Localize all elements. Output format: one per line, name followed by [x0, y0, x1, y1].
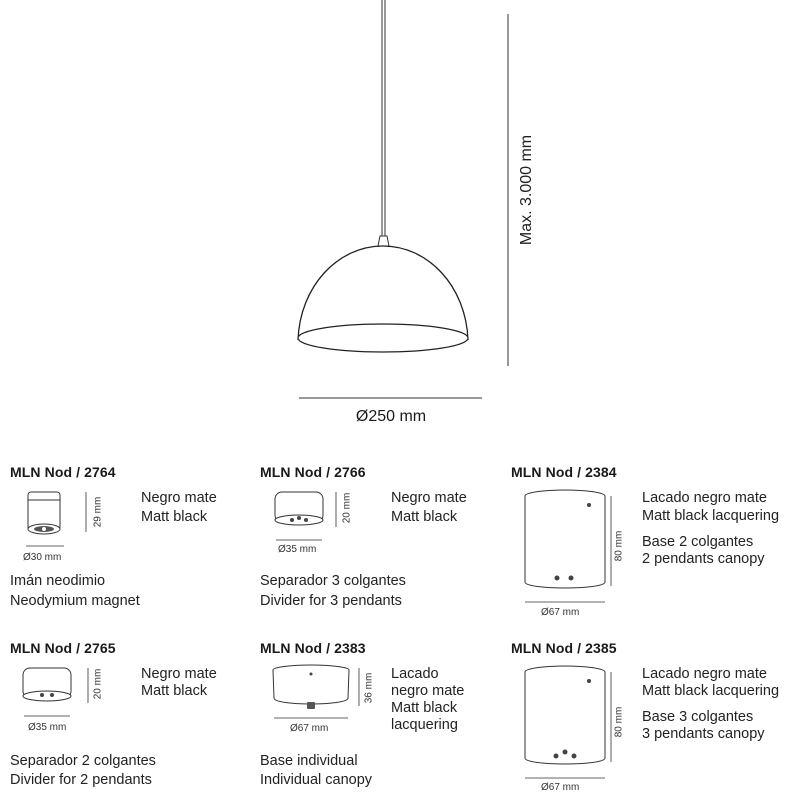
- finish-es: Negro mate: [391, 490, 467, 506]
- height-dimension-label: Max. 3.000 mm: [518, 134, 535, 246]
- magnet-drawing: [10, 482, 130, 562]
- finish-en-line1: Matt black: [391, 700, 458, 716]
- description-en: 2 pendants canopy: [642, 551, 765, 567]
- product-title: MLN Nod / 2383: [260, 640, 366, 656]
- finish-en: Matt black lacquering: [642, 683, 780, 699]
- finish-en: Matt black lacquering: [642, 508, 780, 524]
- description-es: Base individual: [260, 753, 358, 769]
- description-es: Separador 2 colgantes: [10, 753, 156, 769]
- finish-es: Lacado negro mate: [642, 666, 767, 682]
- product-card-2766: [260, 464, 520, 634]
- description-en: Divider for 2 pendants: [10, 772, 152, 788]
- finish-es-line2: negro mate: [391, 683, 465, 699]
- product-card-2384: [511, 464, 780, 634]
- diameter-dimension: Ø30 mm: [23, 552, 62, 563]
- description-en: 3 pendants canopy: [642, 726, 765, 742]
- diameter-dimension: Ø35 mm: [278, 544, 317, 555]
- finish-en: Matt black: [141, 683, 208, 699]
- product-title: MLN Nod / 2385: [511, 640, 617, 656]
- product-title: MLN Nod / 2384: [511, 464, 617, 480]
- product-card-2385: [511, 640, 780, 810]
- shade-rim: [298, 324, 468, 352]
- height-dimension: 36 mm: [363, 672, 375, 704]
- finish-es: Negro mate: [141, 490, 217, 506]
- product-card-2765: [10, 640, 270, 810]
- height-dimension: 80 mm: [613, 530, 625, 562]
- height-dimension: 29 mm: [92, 496, 104, 528]
- finish-en: Matt black: [141, 509, 208, 525]
- diameter-dimension: Ø67 mm: [541, 782, 580, 793]
- finish-es: Lacado negro mate: [642, 490, 767, 506]
- height-dimension: 80 mm: [613, 706, 625, 738]
- diameter-dimension: Ø67 mm: [290, 723, 329, 734]
- finish-es: Negro mate: [141, 666, 217, 682]
- cable-grip: [378, 236, 389, 246]
- product-title: MLN Nod / 2765: [10, 640, 116, 656]
- description-es: Imán neodimio: [10, 573, 106, 589]
- height-dimension: 20 mm: [341, 492, 353, 524]
- diameter-dimension: Ø67 mm: [541, 607, 580, 618]
- finish-es-line1: Lacado: [391, 666, 439, 682]
- product-title: MLN Nod / 2764: [10, 464, 116, 480]
- description-es: Separador 3 colgantes: [260, 573, 406, 589]
- product-title: MLN Nod / 2766: [260, 464, 366, 480]
- finish-en: Matt black: [391, 509, 458, 525]
- finish-en-line2: lacquering: [391, 717, 458, 733]
- description-es: Base 2 colgantes: [642, 534, 754, 550]
- product-card-2383: [260, 640, 520, 810]
- product-card-2764: [10, 464, 270, 634]
- diameter-dimension-label: Ø250 mm: [355, 408, 427, 425]
- description-es: Base 3 colgantes: [642, 709, 754, 725]
- height-dimension: 20 mm: [92, 668, 104, 700]
- description-en: Divider for 3 pendants: [260, 593, 402, 609]
- description-en: Neodymium magnet: [10, 593, 140, 609]
- description-en: Individual canopy: [260, 772, 373, 788]
- diameter-dimension: Ø35 mm: [28, 722, 67, 733]
